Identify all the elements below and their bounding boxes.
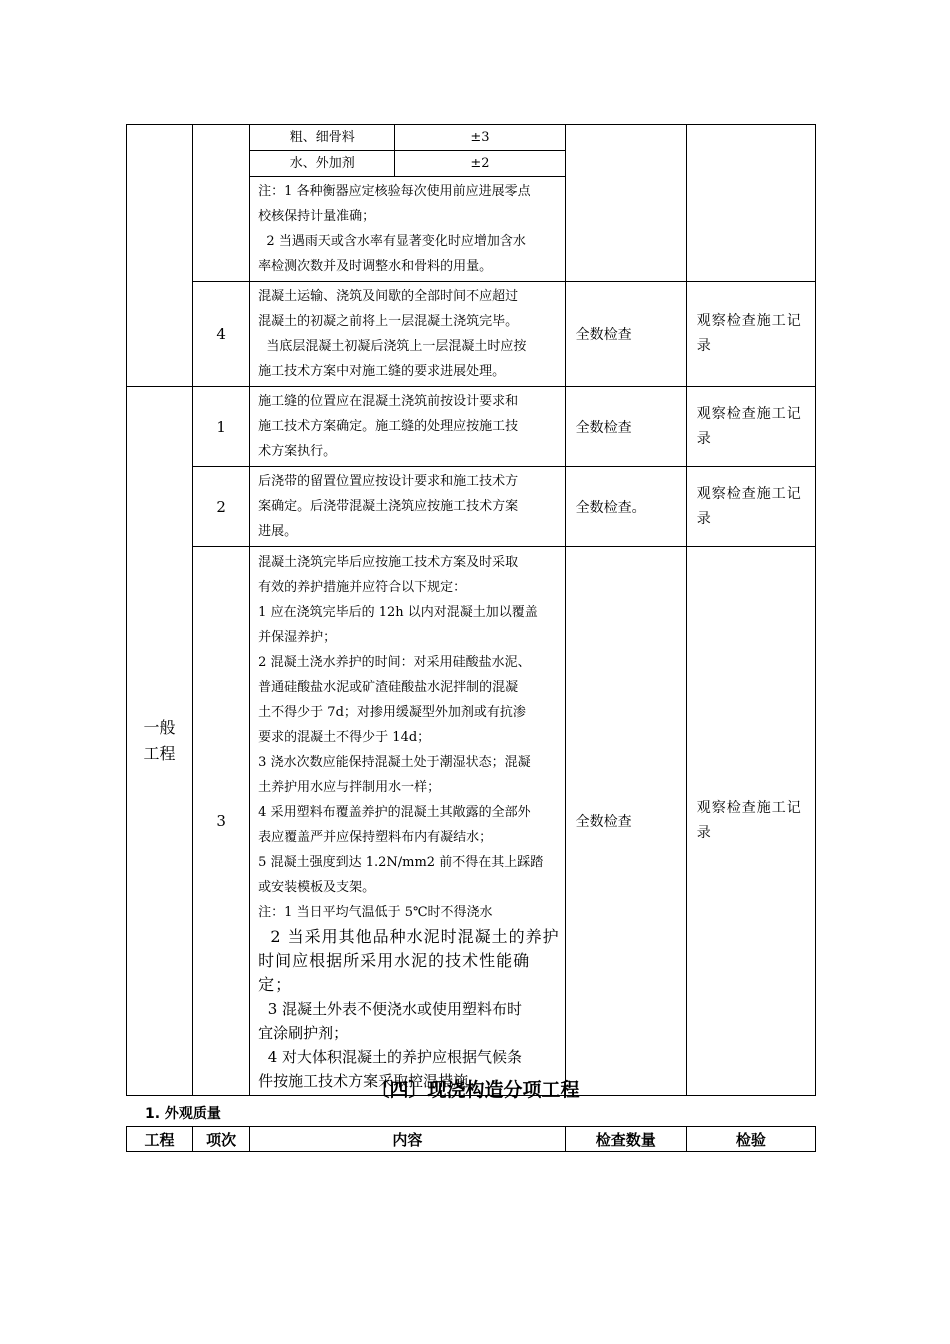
- weighing-note: [250, 177, 565, 282]
- note-line: 宜涂刷护剂；: [258, 1023, 349, 1042]
- inspection-method: 全数检查: [565, 282, 686, 387]
- note-line: 2 当采用其他品种水泥时混凝土的养护: [258, 926, 560, 946]
- content-line: 2 混凝土浇水养护的时间：对采用硅酸盐水泥、: [258, 654, 531, 670]
- category-general: [127, 387, 193, 1096]
- tolerance-cell: ±3: [395, 125, 565, 151]
- content-line: 案确定。后浇带混凝土浇筑应按施工技术方案: [258, 499, 519, 514]
- content-line: 并保湿养护；: [258, 629, 337, 645]
- inspection-record: 观察检查施工记录: [686, 387, 815, 467]
- sub-title: 1. 外观质量: [145, 1106, 221, 1122]
- inspection-method: 全数检查。: [565, 467, 686, 547]
- header-item-no: 项次: [193, 1127, 250, 1152]
- note-line: 2 当遇雨天或含水率有显著变化时应增加含水: [258, 234, 526, 249]
- item-index: 4: [193, 282, 250, 387]
- inspection-table: [126, 124, 816, 1096]
- item-content: [250, 547, 565, 1096]
- content-line: 施工技术方案确定。施工缝的处理应按施工技: [258, 419, 519, 434]
- content-line: 要求的混凝土不得少于 14d；: [258, 729, 431, 745]
- content-line: 混凝土的初凝之前将上一层混凝土浇筑完毕。: [258, 314, 519, 329]
- section-title: 〔四〕现浇构造分项工程: [370, 1079, 580, 1101]
- note-line: 注：1 当日平均气温低于 5℃时不得浇水: [258, 904, 493, 920]
- content-line: 3 浇水次数应能保持混凝土处于潮湿状态；混凝: [258, 754, 531, 770]
- content-line: 后浇带的留置位置应按设计要求和施工技术方: [258, 474, 519, 489]
- content-line: 混凝土运输、浇筑及间歇的全部时间不应超过: [258, 289, 519, 304]
- record-cell-blank: [686, 125, 815, 282]
- note-line: 率检测次数并及时调整水和骨料的用量。: [258, 259, 493, 274]
- item-content: [250, 387, 565, 467]
- note-line: 时间应根据所采用水泥的技术性能确: [258, 950, 531, 970]
- note-line: 3 混凝土外表不便浇水或使用塑料布时: [258, 999, 523, 1018]
- inspection-record: 观察检查施工记录: [686, 282, 815, 387]
- content-line: 有效的养护措施并应符合以下规定：: [258, 579, 467, 595]
- content-line: 4 采用塑料布覆盖养护的混凝土其敞露的全部外: [258, 804, 531, 820]
- item-index: 3: [193, 547, 250, 1096]
- content-line: 或安装模板及支架。: [258, 879, 376, 895]
- note-line: 件按施工技术方案采取控温措施。: [258, 1071, 484, 1090]
- header-inspection: 检验: [686, 1127, 815, 1152]
- item-index: 2: [193, 467, 250, 547]
- index-cell-blank: [193, 125, 250, 282]
- table-row: [127, 387, 816, 467]
- table-row: [127, 547, 816, 1096]
- content-line: 术方案执行。: [258, 444, 337, 459]
- content-line: 土不得少于 7d；对掺用缓凝型外加剂或有抗渗: [258, 704, 526, 720]
- table-row: [127, 282, 816, 387]
- material-cell: 水、外加剂: [250, 151, 395, 177]
- note-line: 校核保持计量准确；: [258, 209, 376, 224]
- table-row: [127, 467, 816, 547]
- inspection-record: 观察检查施工记录: [686, 547, 815, 1096]
- header-content: 内容: [250, 1127, 565, 1152]
- item-content: [250, 282, 565, 387]
- note-line: 4 对大体积混凝土的养护应根据气候条: [258, 1047, 523, 1066]
- header-project: 工程: [127, 1127, 193, 1152]
- category-label: 一般工程: [143, 718, 176, 763]
- note-line: 注：1 各种衡器应定核验每次使用前应进展零点: [258, 184, 531, 199]
- table-header-row: [127, 1127, 816, 1152]
- table-row: [127, 125, 816, 151]
- inspection-record: 观察检查施工记录: [686, 467, 815, 547]
- inspection-method: 全数检查: [565, 547, 686, 1096]
- tolerance-cell: ±2: [395, 151, 565, 177]
- content-line: 表应覆盖严并应保持塑料布内有凝结水；: [258, 829, 493, 845]
- content-line: 施工缝的位置应在混凝土浇筑前按设计要求和: [258, 394, 519, 409]
- content-line: 混凝土浇筑完毕后应按施工技术方案及时采取: [258, 554, 519, 570]
- item-content: [250, 467, 565, 547]
- material-cell: 粗、细骨料: [250, 125, 395, 151]
- content-line: 1 应在浇筑完毕后的 12h 以内对混凝土加以覆盖: [258, 604, 538, 620]
- method-cell-blank: [565, 125, 686, 282]
- content-line: 施工技术方案中对施工缝的要求进展处理。: [258, 364, 506, 379]
- note-line: 定；: [258, 974, 293, 994]
- item-index: 1: [193, 387, 250, 467]
- content-line: 5 混凝土强度到达 1.2N/mm2 前不得在其上踩踏: [258, 854, 544, 870]
- content-line: 普通硅酸盐水泥或矿渣硅酸盐水泥拌制的混凝: [258, 679, 519, 695]
- content-line: 进展。: [258, 524, 298, 539]
- header-quantity: 检查数量: [565, 1127, 686, 1152]
- content-line: 当底层混凝土初凝后浇筑上一层混凝土时应按: [258, 339, 527, 354]
- category-cell-blank: [127, 125, 193, 387]
- next-table-header: [126, 1126, 816, 1152]
- content-line: 土养护用水应与拌制用水一样；: [258, 779, 441, 795]
- inspection-method: 全数检查: [565, 387, 686, 467]
